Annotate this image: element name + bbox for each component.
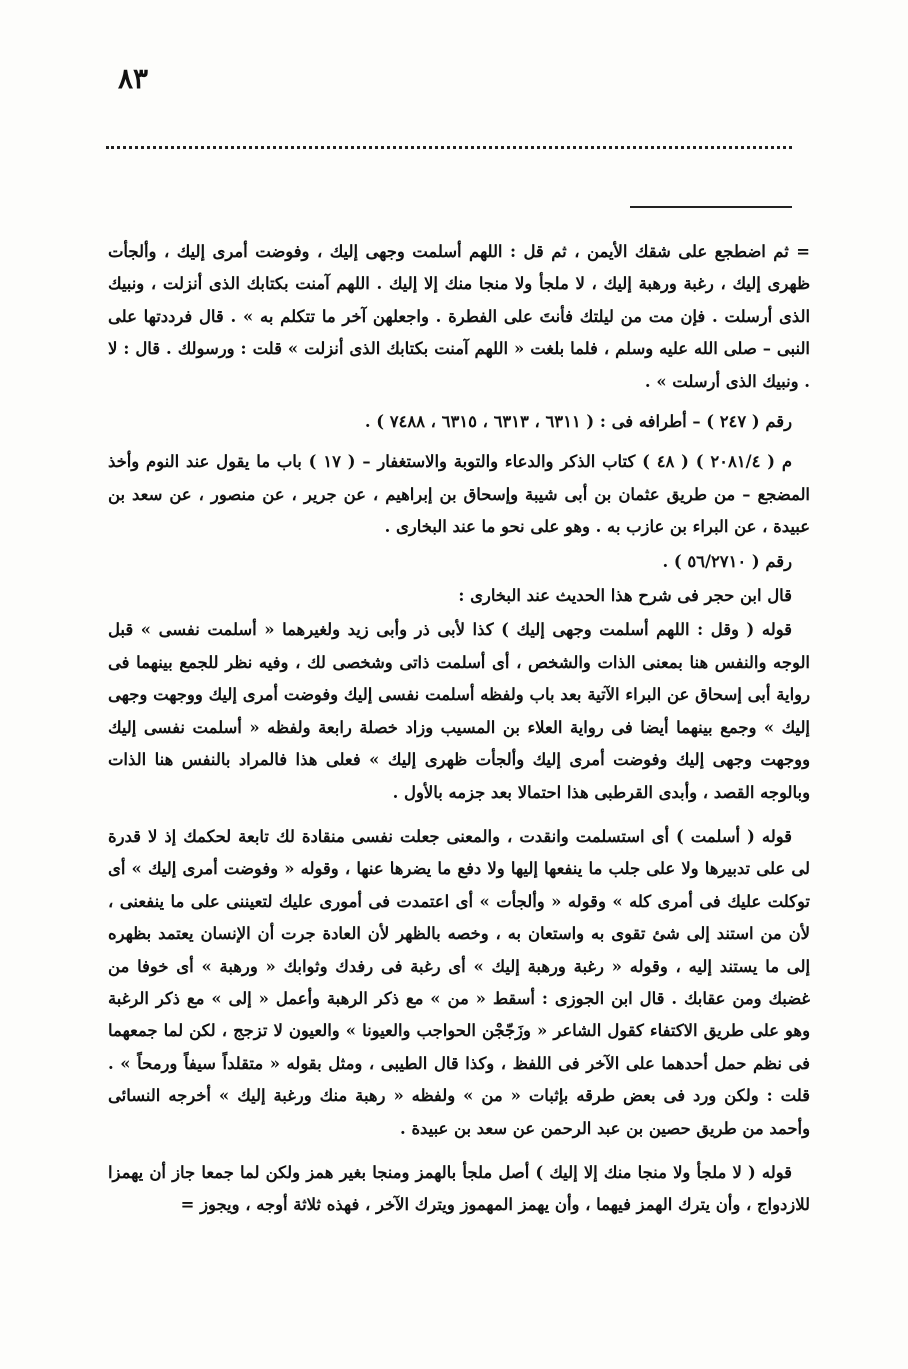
text-paragraph: رقم ( ٥٦/٢٧١٠ ) .: [662, 551, 792, 571]
page-number: ٨٣: [118, 62, 149, 95]
footnote-rule: [630, 206, 792, 208]
text-paragraph: قوله ( لا ملجأ ولا منجا منك إلا إليك ) أصل ملجأ بالهمز ومنجا بغير همز ولكن لما جمعا جاز أن يهمزا للازدواج ، وأن يترك الهمز فيهما ، وأن يهمز المهموز ويترك الآخر ، فهذه ثلاثة أوجه ، ويجوز =: [108, 1162, 810, 1215]
text-paragraph: = ثم اضطجع على شقك الأيمن ، ثم قل : اللهم أسلمت وجهى إليك ، وفوضت أمرى إليك ، وألجأت ظهرى إليك ، رغبة ورهبة إليك ، لا ملجأ ولا منجا منك إلا إليك . اللهم آمنت بكتابك الذى أنزلت ، ونبيك الذى أرسلت . فإن مت من ليلتك فأنتَ على الفطرة . واجعلهن آخر ما تتكلم به » . قال فرددتها على النبى – صلى الله عليه وسلم ، فلما بلغت « اللهم آمنت بكتابك الذى أنزلت » قلت : ورسولك . قال : لا . ونبيك الذى أرسلت » .: [108, 242, 810, 391]
dotted-separator: [106, 146, 792, 149]
text-paragraph: قوله ( أسلمت ) أى استسلمت وانقدت ، والمعنى جعلت نفسى منقادة لك تابعة لحكمك إذ لا قدرة لى على تدبيرها ولا على جلب ما ينفعها إليها ولا دفع ما يضرها عنها ، وقوله « وفوضت أمرى إليك » أى توكلت عليك فى أمرى كله » وقوله « وألجأت » أى اعتمدت فى أمورى عليك لتعيننى على ما ينفعنى ، لأن من استند إلى شئ تقوى به واستعان به ، وخصه بالظهر لأن العادة جرت أن الإنسان يعتمد بظهره إلى ما يستند إليه ، وقوله « رغبة ورهبة إليك » أى رغبة فى رفدك وثوابك « ورهبة » أى خوفا من غضبك ومن عقابك . قال ابن الجوزى : أسقط « من » مع ذكر الرهبة وأعمل « إلى » مع ذكر الرغبة وهو على طريق الاكتفاء كقول الشاعر « وزَجّجْن الحواجب والعيونا » والعيون لا تزجج ، لكن لما جمعهما فى نظم حمل أحدهما على الآخر فى اللفظ ، وكذا قال الطيبى ، ومثل بقوله « متقلداً سيفاً ورمحاً » . قلت : ولكن ورد فى بعض طرقه بإثبات « من » ولفظه « رهبة منك ورغبة إليك » أخرجه النسائى وأحمد من طريق حصين بن عبد الرحمن عن سعد بن عبيدة .: [108, 826, 811, 1138]
page-body: [108, 236, 810, 1222]
text-paragraph: قال ابن حجر فى شرح هذا الحديث عند البخارى :: [458, 586, 792, 606]
text-paragraph: قوله ( وقل : اللهم أسلمت وجهى إليك ) كذا لأبى ذر وأبى زيد ولغيرهما « أسلمت نفسى » قبل الوجه والنفس هنا بمعنى الذات والشخص ، أى أسلمت ذاتى وشخصى لك ، وفيه نظر للجمع بينهما فى رواية أبى إسحاق عن البراء الآتية بعد باب ولفظه أسلمت نفسى إليك وفوضت أمرى إليك ووجهت وجهى إليك » وجمع بينهما أيضا فى رواية العلاء بن المسيب وزاد خصلة رابعة ولفظه « أسلمت نفسى إليك ووجهت وجهى إليك وفوضت أمرى إليك وألجأت ظهرى إليك » فعلى هذا فالمراد بالنفس هنا الذات وبالوجه القصد ، وأبدى القرطبى هذا احتمالا بعد جزمه بالأول .: [108, 620, 810, 802]
text-paragraph: رقم ( ٢٤٧ ) – أطرافه فى : ( ٦٣١١ ، ٦٣١٣ ، ٦٣١٥ ، ٧٤٨٨ ) .: [364, 412, 792, 432]
text-paragraph: م ( ٢٠٨١/٤ ) ( ٤٨ ) كتاب الذكر والدعاء والتوبة والاستغفار – ( ١٧ ) باب ما يقول عند النوم وأخذ المضجع – من طريق عثمان بن أبى شيبة وإسحاق بن إبراهيم ، عن جرير ، عن منصور ، عن سعد بن عبيدة ، عن البراء بن عازب به . وهو على نحو ما عند البخارى .: [108, 452, 810, 537]
